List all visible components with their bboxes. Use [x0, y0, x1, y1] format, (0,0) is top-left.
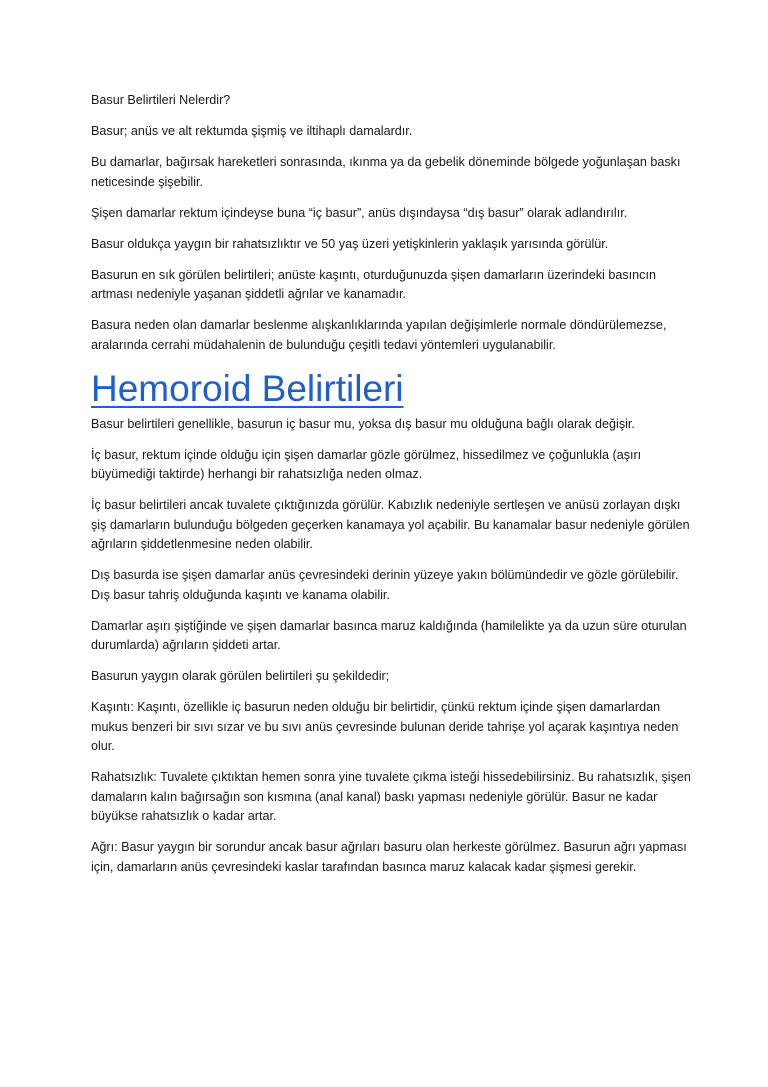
paragraph: Basur belirtileri genellikle, basurun iç basur mu, yoksa dış basur mu olduğuna bağlı olarak değişir. — [91, 416, 635, 431]
paragraph: Rahatsızlık: Tuvalete çıktıktan hemen sonra yine tuvalete çıkma isteği hissedebilirsiniz. Bu rahatsızlık, şişen damaların kalın bağırsağın son kısmına (anal kanal) baskı yapması nedeniyle görülür. Basur ne kadar büyükse rahatsızlık o kadar artar. — [91, 770, 691, 823]
paragraph: Basurun yaygın olarak görülen belirtileri şu şekildedir; — [91, 669, 390, 683]
paragraph: Basur; anüs ve alt rektumda şişmiş ve iltihaplı damalardır. — [91, 124, 413, 138]
paragraph: Ağrı: Basur yaygın bir sorundur ancak basur ağrıları basuru olan herkeste görülmez. Basurun ağrı yapması için, damarların anüs çevresindeki kaslar tarafından basınca maruz kalacak kadar şişmesi gerekir. — [91, 840, 687, 874]
paragraph: Dış basurda ise şişen damarlar anüs çevresindeki derinin yüzeye yakın bölümündedir ve gözle görülebilir. Dış basur tahriş olduğunda kaşıntı ve kanama olabilir. — [91, 568, 679, 602]
paragraph: Kaşıntı: Kaşıntı, özellikle iç basurun neden olduğu bir belirtidir, çünkü rektum içinde şişen damarlardan mukus benzeri bir sıvı sızar ve bu sıvı anüs çevresinde bulunan deride tahrişe yol açarak kaşıntıya neden olur. — [91, 700, 679, 753]
paragraph: İç basur belirtileri ancak tuvalete çıktığınızda görülür. Kabızlık nedeniyle sertleşen ve anüsü zorlayan dışkı şiş damarların bulunduğu bölgeden geçerken kanamaya yol açabilir. Bu kanamalar basur nedeniyle görülen ağrıların şiddetlenmesine neden olabilir. — [91, 498, 690, 551]
paragraph: Damarlar aşırı şiştiğinde ve şişen damarlar basınca maruz kaldığında (hamilelikte ya da uzun süre oturulan durumlarda) ağrıların şiddeti artar. — [91, 618, 687, 652]
section-heading-link[interactable]: Hemoroid Belirtileri — [91, 367, 404, 409]
paragraph: Basura neden olan damarlar beslenme alışkanlıklarında yapılan değişimlerle normale döndürülemezse, aralarında cerrahi müdahalenin de bulunduğu çeşitli tedavi yöntemleri uygulanabilir. — [91, 318, 667, 352]
document-content — [91, 91, 691, 889]
paragraph: Şişen damarlar rektum içindeyse buna “iç basur”, anüs dışındaysa “dış basur” olarak adlandırılır. — [91, 205, 628, 220]
paragraph: İç basur, rektum içinde olduğu için şişen damarlar gözle görülmez, hissedilmez ve çoğunlukla (aşırı büyümediği taktirde) herhangi bir rahatsızlığa neden olmaz. — [91, 447, 642, 481]
paragraph: Basurun en sık görülen belirtileri; anüste kaşıntı, oturduğunuzda şişen damarların üzerindeki basıncın artması nedeniyle yaşanan şiddetli ağrılar ve kanamadır. — [91, 267, 656, 301]
paragraph: Bu damarlar, bağırsak hareketleri sonrasında, ıkınma ya da gebelik döneminde bölgede yoğunlaşan baskı neticesinde şişebilir. — [91, 155, 681, 189]
paragraph: Basur oldukça yaygın bir rahatsızlıktır ve 50 yaş üzeri yetişkinlerin yaklaşık yarısında görülür. — [91, 236, 609, 251]
document-title: Basur Belirtileri Nelerdir? — [91, 93, 231, 107]
